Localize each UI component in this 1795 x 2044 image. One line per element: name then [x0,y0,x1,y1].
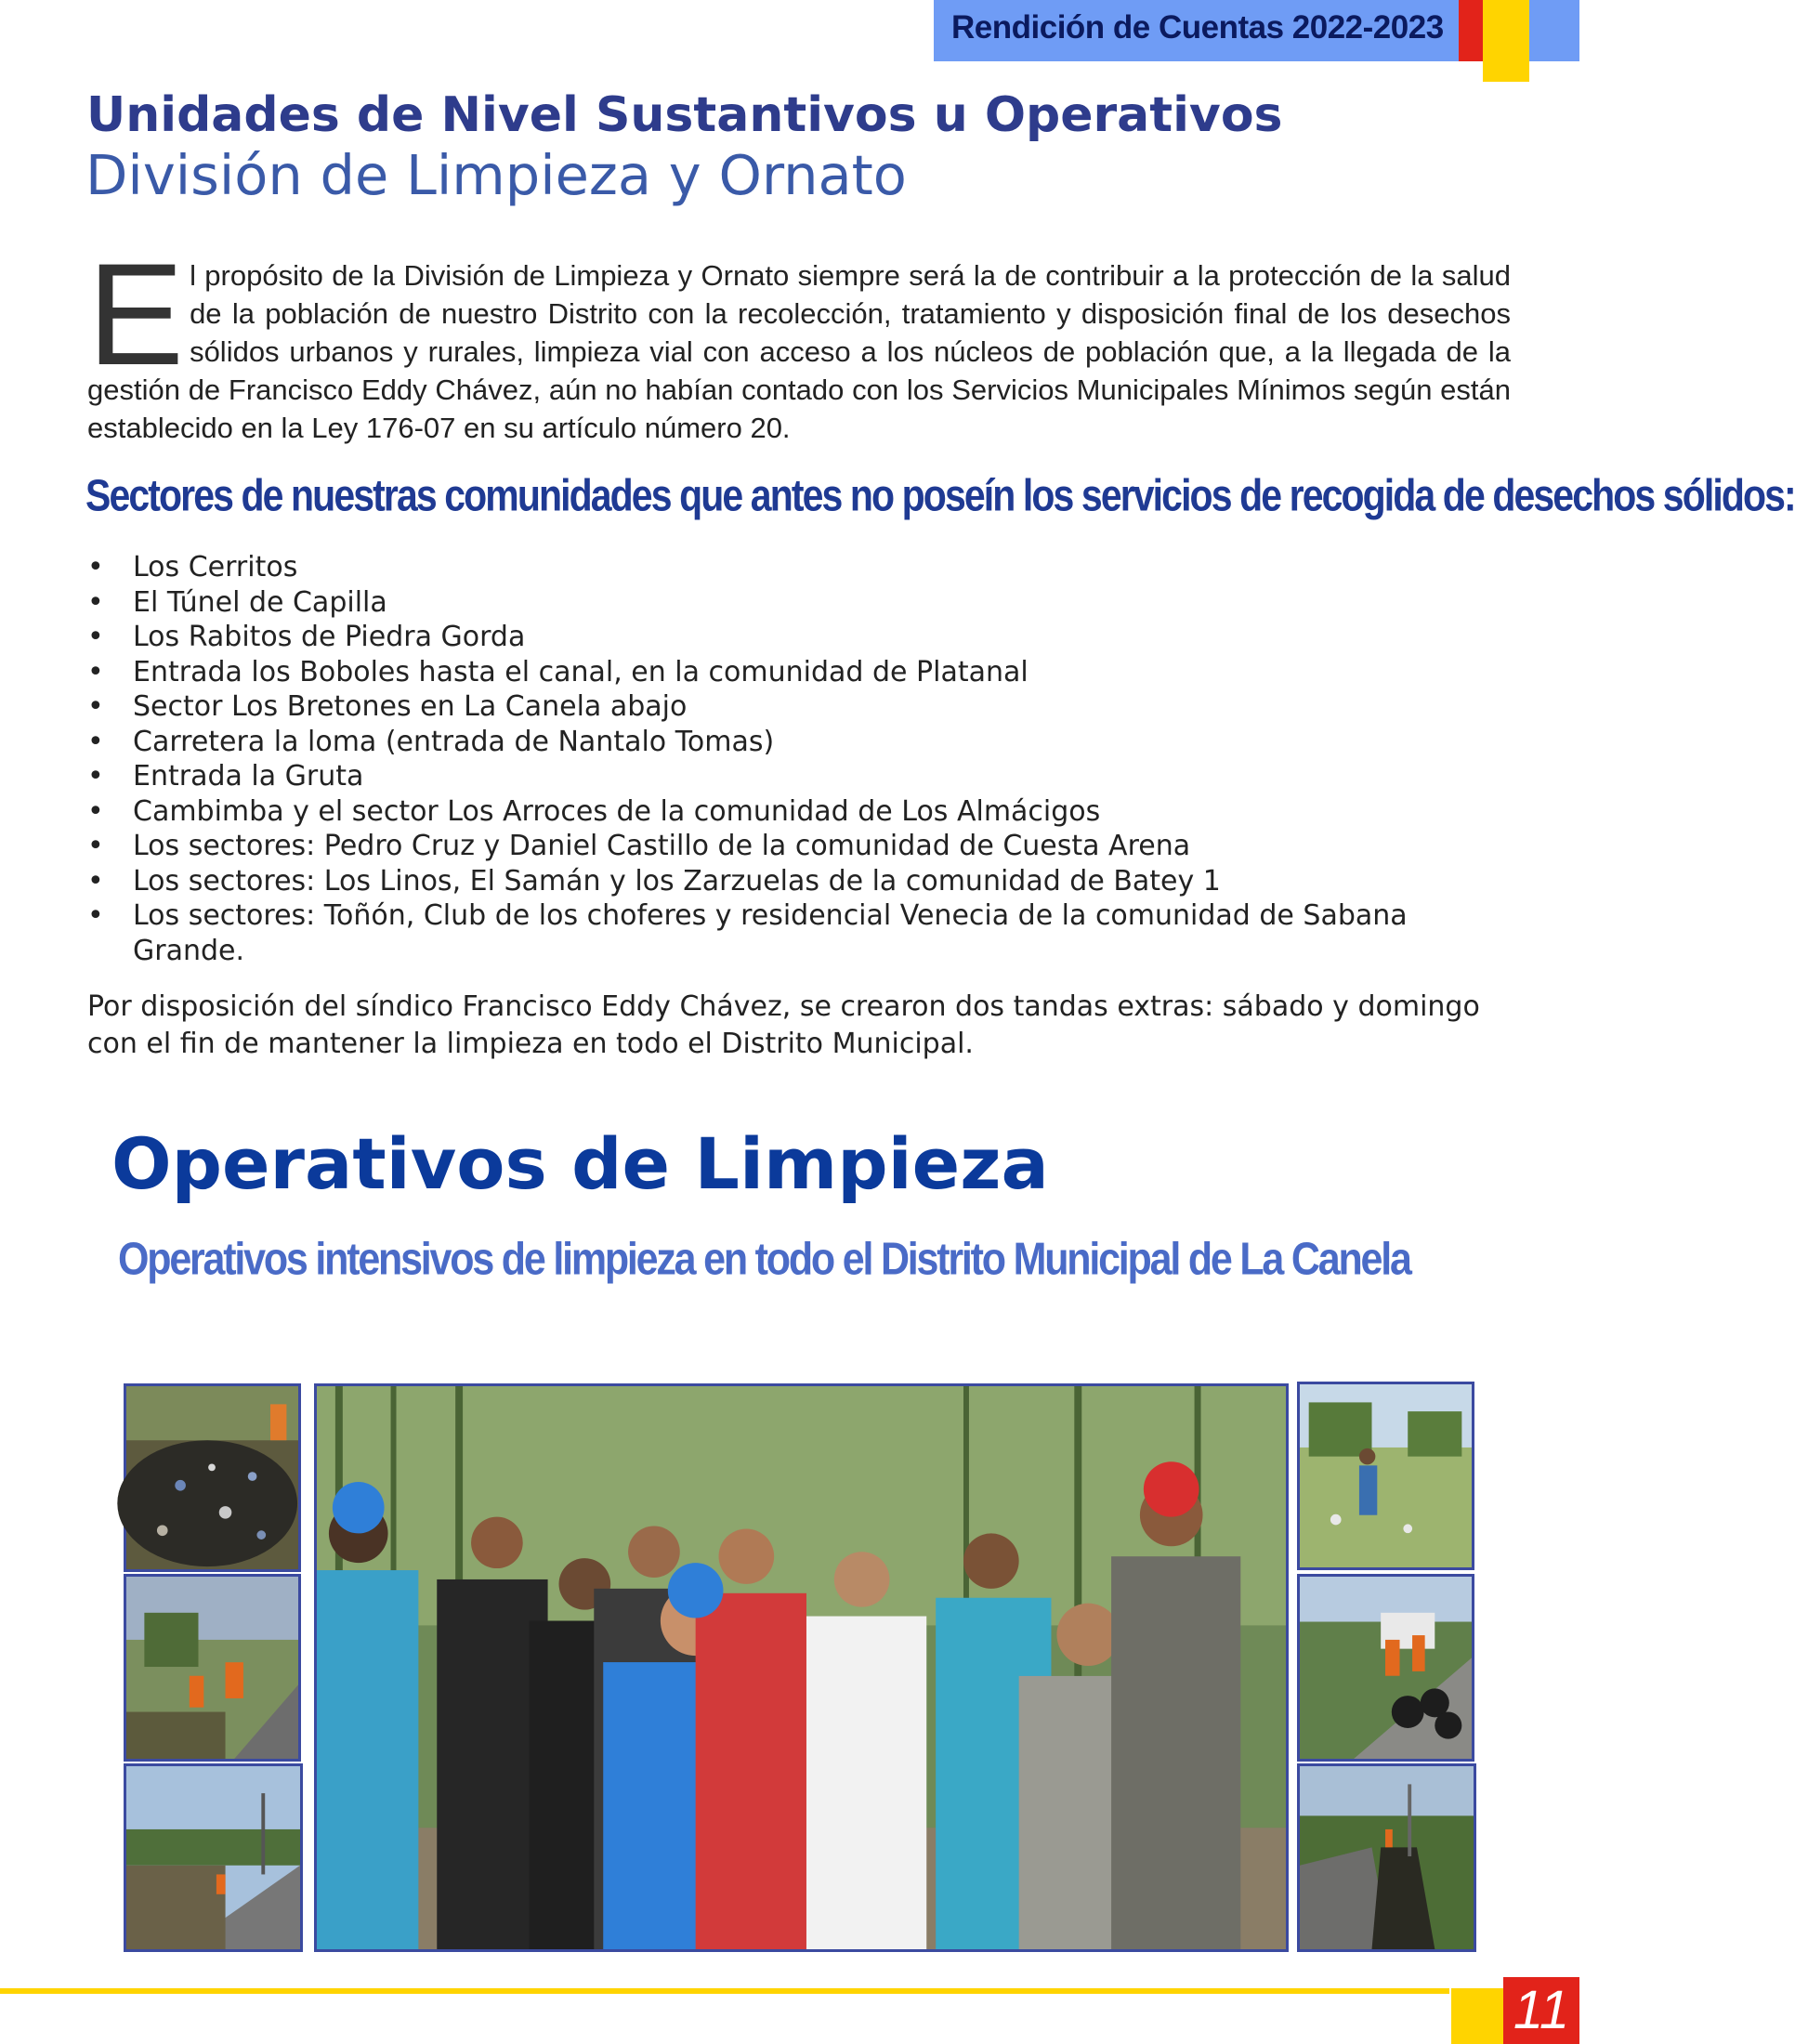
photo-team-group [314,1383,1289,1952]
list-item [87,794,1518,830]
bullet: • [87,899,104,932]
list-item [87,689,1518,725]
photo-drainage-canal [1297,1763,1476,1952]
bullet: • [87,830,104,862]
list-item-text: Los sectores: Pedro Cruz y Daniel Castillo de la comunidad de Cuesta Arena [133,830,1191,862]
section-title: Unidades de Nivel Sustantivos u Operativos [86,87,1283,143]
intro-text: l propósito de la División de Limpieza y Ornato siempre será la de contribuir a la protección de la salud de la población de nuestro Distrito con la recolección, tratamiento y disposición final de los desechos sólidos urbanos y rurales, limpieza vial con acceso a los núcleos de población que, a la llegada de la gestión de Francisco Eddy Chávez, aún no habían contado con los Servicios Municipales Mínimos según están establecido en la Ley 176-07 en su artículo número 20. [87,259,1511,444]
dropcap: E [87,234,185,396]
list-item-text: Sector Los Bretones en La Canela abajo [133,690,688,723]
bullet: • [87,621,104,653]
list-item [87,898,1518,968]
photo-trash-bags [1297,1574,1474,1762]
list-item [87,620,1518,655]
bullet: • [87,655,104,688]
header-red-block [1459,0,1483,61]
list-item-text: Los Rabitos de Piedra Gorda [133,621,526,653]
photo-road-cleanup [124,1763,303,1952]
list-item-text: Los sectores: Los Linos, El Samán y los Zarzuelas de la comunidad de Batey 1 [133,864,1221,898]
header-blue-block [1529,0,1579,61]
list-item [87,864,1518,899]
list-item [87,725,1518,760]
closing-paragraph: Por disposición del síndico Francisco Eddy Chávez, se crearon dos tandas extras: sábado y domingo con el fin de mantener la limpieza en todo el Distrito Municipal. [87,990,1480,1060]
list-item-text: Los Cerritos [133,551,298,583]
bullet: • [87,551,104,583]
list-item-text: Entrada la Gruta [133,760,364,793]
photo-workers-sidewalk [124,1574,301,1762]
list-item [87,585,1518,621]
bullet: • [87,690,104,723]
photo-field-worker [1297,1382,1474,1570]
list-item [87,829,1518,864]
bullet: • [87,864,104,898]
bullet: • [87,585,104,619]
operativos-subtitle: Operativos intensivos de limpieza en todo el Distrito Municipal de La Canela [118,1234,1410,1286]
header-title: Rendición de Cuentas 2022-2023 [951,9,1444,46]
list-item-text: Entrada los Boboles hasta el canal, en la comunidad de Platanal [133,655,1029,688]
list-item [87,550,1518,585]
page-number: 11 [1513,1980,1570,2040]
photo-garbage-pile [124,1383,301,1572]
sectores-heading: Sectores de nuestras comunidades que antes no poseín los servicios de recogida de desechos sólidos: [85,470,1795,521]
bullet: • [87,760,104,793]
sector-list [87,550,1518,968]
footer-rule [0,1988,1449,1994]
footer-yellow-block [1451,1988,1503,2044]
bullet: • [87,794,104,828]
division-title: División de Limpieza y Ornato [85,143,907,207]
list-item [87,655,1518,690]
operativos-title: Operativos de Limpieza [111,1122,1049,1205]
list-item [87,759,1518,794]
list-item-text: Carretera la loma (entrada de Nantalo Tomas) [133,725,775,758]
intro-paragraph [87,234,1511,447]
list-item-text: Cambimba y el sector Los Arroces de la comunidad de Los Almácigos [133,794,1101,828]
list-item-text: El Túnel de Capilla [133,585,387,619]
header-yellow-block [1483,0,1529,82]
list-item-text: Los sectores: Toñón, Club de los choferes y residencial Venecia de la comunidad de Sabana Grande. [133,899,1408,967]
bullet: • [87,725,104,758]
